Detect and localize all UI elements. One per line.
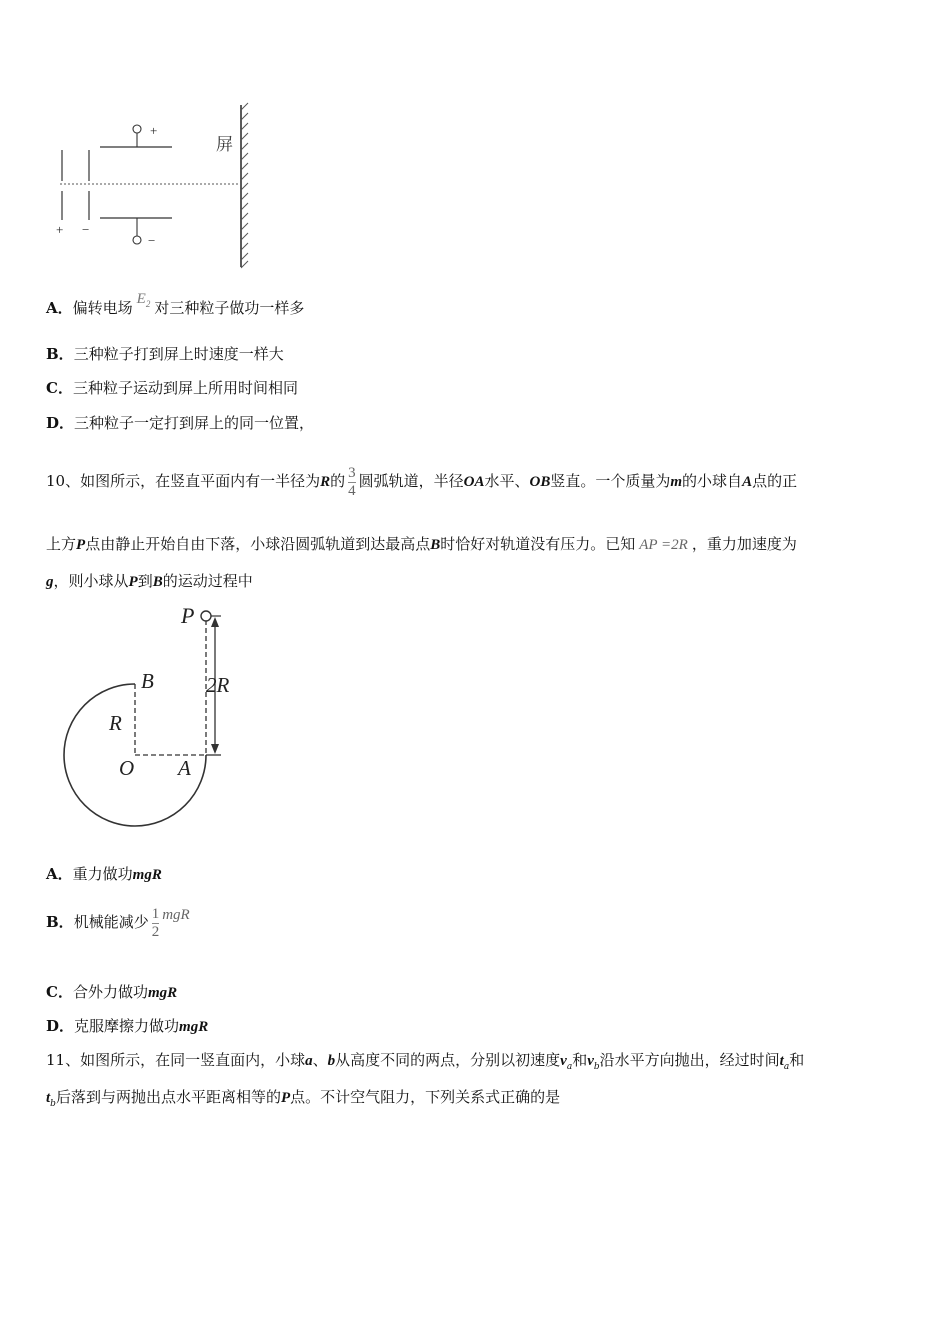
circular-track-figure — [55, 600, 245, 835]
label-A: A — [178, 756, 191, 780]
q10-option-b: B．机械能减少 $\frac{1}{2}$ mgR — [46, 905, 190, 940]
three-quarters-fraction: $\frac{3}{4}$ — [348, 464, 356, 499]
label-P: P — [181, 603, 195, 628]
q9-option-c: C．三种粒子运动到屏上所用时间相同 — [46, 379, 298, 397]
q10-option-a: A．重力做功mgR — [46, 865, 162, 883]
q10-stem-line1: 10、如图所示，在竖直平面内有一半径为R的 $\frac{3}{4}$ 圆弧轨道，半径OA水平、OB竖直。一个质量为m的小球自A点的正 — [46, 464, 798, 499]
q10-stem-line2: 上方P点由静止开始自由下落，小球沿圆弧轨道到达最高点B时恰好对轨道没有压力。已知 AP =2R ，重力加速度为 — [46, 535, 797, 553]
label-2R: 2R — [206, 673, 230, 697]
q9-option-d: D．三种粒子一定打到屏上的同一位置， — [46, 414, 315, 432]
q10-option-c: C．合外力做功mgR — [46, 983, 178, 1001]
q11-stem-line1: 11、如图所示，在同一竖直面内，小球a、b从高度不同的两点，分别以初速度$v_a$和$v_b$沿水平方向抛出，经过时间$t_a$和 — [46, 1051, 805, 1072]
label-B: B — [141, 669, 154, 693]
q10-stem-line3: g，则小球从P到B的运动过程中 — [46, 572, 253, 590]
q11-stem-line2: $t_b$后落到与两抛出点水平距离相等的P点。不计空气阻力，下列关系式正确的是 — [46, 1088, 561, 1109]
q10-option-d: D．克服摩擦力做功mgR — [46, 1017, 209, 1035]
upper-plate-plus: + — [150, 123, 158, 138]
left-plate-plus: + — [56, 222, 64, 237]
right-plate-minus: − — [82, 222, 90, 237]
deflection-field-figure — [45, 100, 265, 275]
one-half-fraction: $\frac{1}{2}$ — [151, 905, 160, 940]
lower-plate-minus: − — [148, 233, 156, 248]
label-O: O — [119, 756, 135, 780]
q9-option-b: B．三种粒子打到屏上时速度一样大 — [46, 345, 284, 363]
ball-icon — [201, 611, 211, 621]
q9-option-a: A．偏转电场 $E_2$ 对三种粒子做功一样多 — [46, 291, 305, 317]
label-R: R — [109, 711, 122, 735]
screen-label: 屏 — [216, 135, 233, 154]
